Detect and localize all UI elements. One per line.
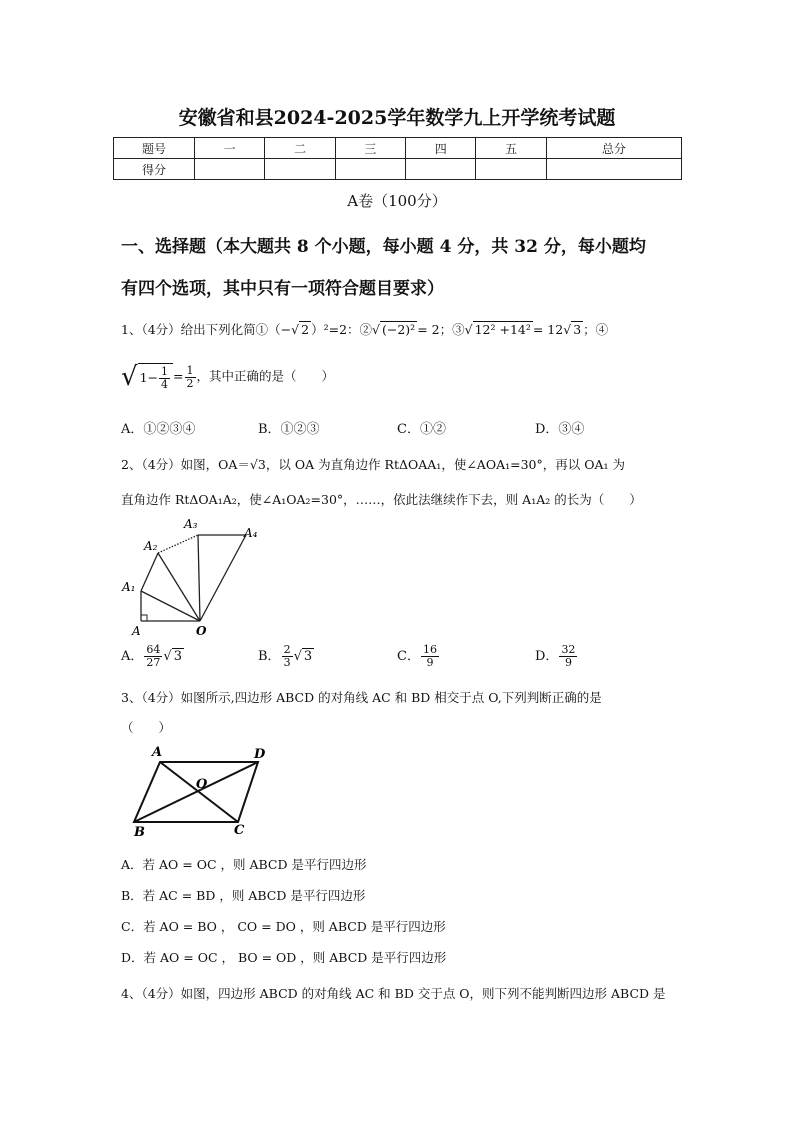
numerator: 2: [283, 643, 291, 656]
table-row: [114, 138, 682, 159]
q2-option-a: [121, 644, 184, 669]
option-letter: B．: [258, 649, 281, 664]
label-a4: A₄: [244, 526, 258, 540]
q1-one: 1: [139, 370, 148, 385]
label-d: D: [254, 747, 266, 762]
radicand: 3: [303, 649, 313, 664]
label-a1: A₁: [122, 580, 136, 594]
option-letter: A．: [121, 649, 144, 664]
q1-line1: [121, 320, 608, 338]
numerator: 64: [146, 643, 161, 656]
q1-line2: √ 1− $\frac{1}{4}$ = $\frac{1}{2}$ ，其中正确的是（ ）: [121, 362, 335, 392]
sqrt-icon: √: [464, 322, 473, 337]
part-heading-line1: 一、选择题（本大题共 8 个小题，每小题 4 分，共 32 分，每小题均: [121, 237, 646, 257]
q1-radicand-4: 1− $\frac{1}{4}$: [138, 363, 173, 391]
diagonal-bd: [134, 762, 258, 822]
section-heading: A卷（100分）: [347, 192, 447, 210]
q3-line2: （ ）: [121, 720, 172, 735]
q3-figure: [120, 742, 280, 842]
table-cell: [265, 159, 335, 180]
q2-line1: 2、（4分）如图，OA＝√3，以 OA 为直角边作 RtΔOAA₁，使∠AOA₁=30°，再以 OA₁ 为: [121, 457, 625, 472]
fraction: [159, 366, 170, 391]
label-c: C: [234, 823, 245, 838]
fraction: [421, 644, 439, 669]
segment-a2a3: [158, 535, 198, 553]
q2-option-d: [535, 644, 578, 669]
q1-radicand: 12² +14²: [474, 322, 531, 337]
denominator: 9: [564, 656, 572, 669]
sqrt-icon: √: [291, 322, 300, 337]
sqrt-icon: √: [121, 362, 138, 392]
table-row: [114, 159, 682, 180]
sqrt-icon: √: [372, 322, 380, 337]
q1-radicand: 2: [301, 322, 310, 337]
table-cell: 总分: [546, 138, 681, 159]
q2-option-b: [258, 644, 314, 669]
label-a2: A₂: [144, 539, 158, 553]
numerator: 1: [161, 365, 169, 378]
table-cell: [476, 159, 546, 180]
table-cell: 一: [195, 138, 265, 159]
label-b: B: [134, 825, 145, 840]
q1-text: 1、（4分）给出下列化简①（: [121, 322, 281, 337]
part-heading-line2: 有四个选项，其中只有一项符合题目要求）: [121, 279, 444, 299]
denominator: 2: [186, 376, 194, 390]
table-cell: 得分: [114, 159, 195, 180]
table-cell: [195, 159, 265, 180]
q1-minus: −: [280, 322, 292, 337]
page-title: 安徽省和县2024-2025学年数学九上开学统考试题: [178, 107, 616, 129]
q1-tail: ，其中正确的是（ ）: [196, 368, 335, 384]
denominator: 4: [161, 378, 169, 391]
q1-radicand: (−2)²: [382, 322, 416, 337]
right-angle-mark: [141, 615, 147, 621]
q1-text: = 2；③: [417, 322, 465, 337]
q1-option-d: D．③④: [535, 422, 585, 437]
denominator: 27: [146, 656, 161, 669]
table-cell: 四: [406, 138, 476, 159]
diagonal-ac: [160, 762, 238, 822]
sqrt-icon: √: [563, 322, 572, 337]
table-cell: 题号: [114, 138, 195, 159]
q2-figure: [118, 515, 268, 640]
segment-a1a2: [141, 553, 158, 591]
fraction: [282, 644, 293, 669]
q3-option-b: B．若 AC = BD ，则 ABCD 是平行四边形: [121, 888, 366, 903]
label-o: O: [196, 624, 207, 638]
q2-line2: 直角边作 RtΔOA₁A₂，使∠A₁OA₂=30°，……，依此法继续作下去，则 A₁A₂ 的长为（ ）: [121, 492, 642, 507]
numerator: 16: [422, 643, 437, 656]
q1-option-c: C．①②: [397, 422, 446, 437]
table-cell: 三: [335, 138, 405, 159]
fraction: [144, 644, 162, 669]
q3-option-a: A．若 AO = OC ，则 ABCD 是平行四边形: [121, 857, 367, 872]
table-cell: [406, 159, 476, 180]
sqrt-icon: √: [163, 649, 172, 664]
sqrt-icon: √: [293, 649, 302, 664]
score-table: [113, 137, 682, 180]
q1-text: ；④: [583, 322, 609, 337]
denominator: 9: [426, 656, 434, 669]
table-cell: 二: [265, 138, 335, 159]
radicand: 3: [173, 649, 182, 664]
q1-option-a: A．①②③④: [121, 422, 196, 437]
segment-oa3: [198, 535, 200, 621]
q1-option-b: B．①②③: [258, 422, 320, 437]
label-a: A: [132, 624, 141, 638]
numerator: 1: [186, 363, 194, 377]
fraction: [185, 365, 196, 390]
segment-oa4: [200, 535, 246, 621]
table-cell: 五: [476, 138, 546, 159]
denominator: 3: [283, 656, 291, 669]
q1-text: = 12: [532, 322, 564, 337]
table-cell: [335, 159, 405, 180]
q1-radicand: 3: [573, 322, 582, 337]
table-cell: [546, 159, 681, 180]
fraction: [559, 644, 577, 669]
q3-line1: 3、（4分）如图所示,四边形 ABCD 的对角线 AC 和 BD 相交于点 O,下列判断正确的是: [121, 690, 602, 705]
option-letter: C．: [397, 649, 420, 664]
q1-text: ）²=2：②: [311, 322, 373, 337]
q4-line1: 4、（4分）如图，四边形 ABCD 的对角线 AC 和 BD 交于点 O，则下列不能判断四边形 ABCD 是: [121, 986, 666, 1001]
q3-option-c: C．若 AO = BO ， CO = DO ，则 ABCD 是平行四边形: [121, 919, 446, 934]
label-a3: A₃: [184, 517, 198, 531]
label-a: A: [152, 745, 163, 760]
numerator: 32: [561, 643, 576, 656]
q3-option-d: D．若 AO = OC ， BO = OD ，则 ABCD 是平行四边形: [121, 950, 447, 965]
option-letter: D．: [535, 649, 559, 664]
label-o: O: [196, 777, 208, 792]
q2-option-c: [397, 644, 440, 669]
